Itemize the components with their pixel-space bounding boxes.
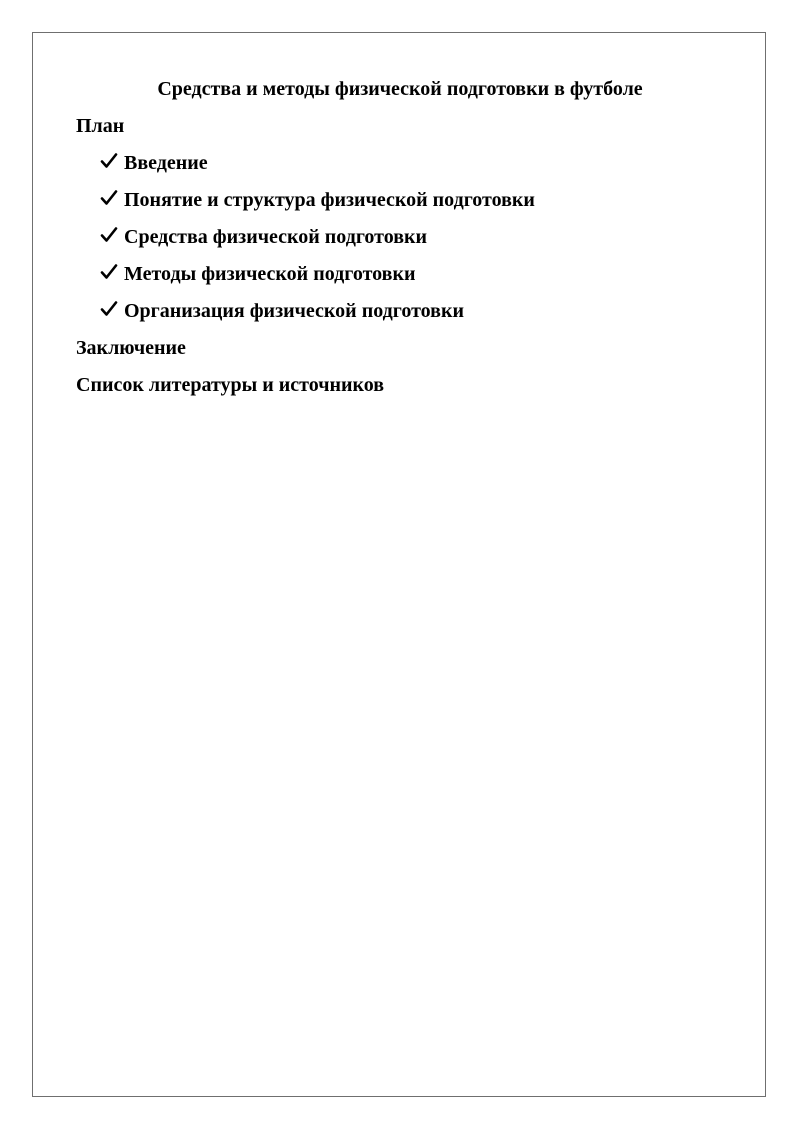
check-icon [100, 189, 118, 207]
plan-item-label: Понятие и структура физической подготовки [124, 189, 535, 211]
document-title: Средства и методы физической подготовки в футболе [157, 78, 643, 100]
plan-item-label: Введение [124, 152, 208, 174]
conclusion-heading: Заключение [76, 337, 186, 359]
plan-item-concept-structure [100, 187, 535, 224]
plan-list [100, 150, 535, 335]
references-heading: Список литературы и источников [76, 374, 385, 396]
check-icon [100, 300, 118, 318]
plan-item-label: Методы физической подготовки [124, 263, 416, 285]
plan-item-means [100, 224, 535, 261]
check-icon [100, 263, 118, 281]
plan-item-label: Средства физической подготовки [124, 226, 428, 248]
check-icon [100, 226, 118, 244]
check-icon [100, 152, 118, 170]
plan-item-methods [100, 261, 535, 298]
plan-heading: План [76, 115, 125, 137]
plan-item-organization [100, 298, 535, 335]
plan-item-label: Организация физической подготовки [124, 300, 464, 322]
plan-item-introduction [100, 150, 535, 187]
